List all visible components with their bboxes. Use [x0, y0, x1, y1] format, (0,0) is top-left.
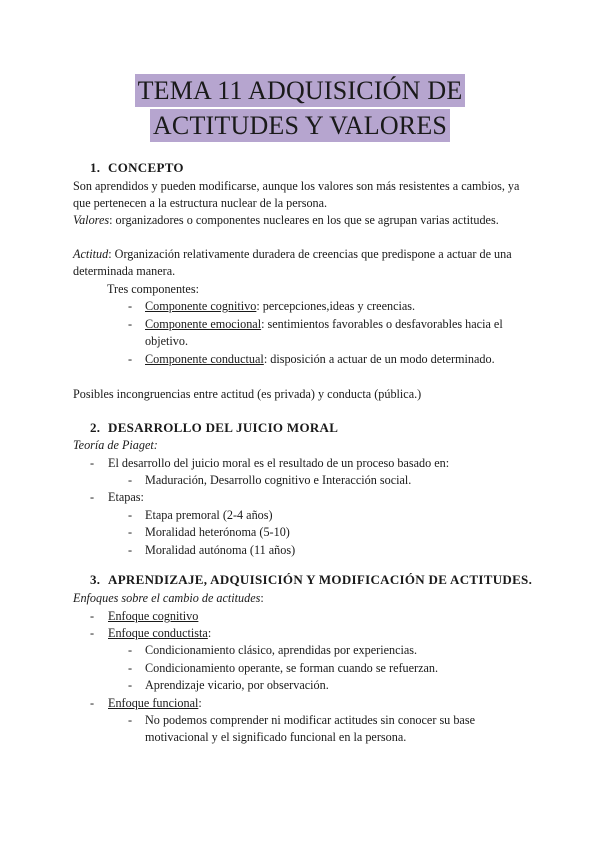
list-dash: -	[128, 543, 133, 557]
list-subitem-autonoma: Moralidad autónoma (11 años)	[145, 543, 296, 557]
page-title	[0, 74, 600, 142]
list-dash: -	[128, 317, 133, 331]
term: Componente cognitivo	[145, 299, 257, 313]
paragraph-valores	[73, 212, 533, 229]
list-dash: -	[90, 626, 95, 640]
term-tail: :	[198, 696, 202, 710]
term: Enfoque conductista	[108, 626, 208, 640]
section-number: 3.	[90, 572, 101, 587]
list-item-proceso: El desarrollo del juicio moral es el resultado de un proceso basado en:	[108, 456, 450, 470]
list-item-componente-conductual	[145, 351, 525, 368]
list-dash: -	[90, 696, 95, 710]
term-actitud: Actitud	[73, 247, 109, 261]
list-dash: -	[128, 713, 133, 727]
subtitle-text: Enfoques sobre el cambio de actitudes	[73, 591, 261, 605]
term: Componente conductual	[145, 352, 264, 366]
title-line-1: TEMA 11 ADQUISICIÓN DE	[135, 74, 466, 107]
list-subitem-vicario: Aprendizaje vicario, por observación.	[145, 678, 329, 692]
paragraph-actitud	[73, 246, 533, 280]
paragraph-incongruencias: Posibles incongruencias entre actitud (es privada) y conducta (pública.)	[73, 387, 422, 401]
list-dash: -	[128, 661, 133, 675]
list-dash: -	[128, 643, 133, 657]
list-subitem-operante: Condicionamiento operante, se forman cuando se refuerzan.	[145, 661, 439, 675]
list-dash: -	[90, 456, 95, 470]
list-dash: -	[128, 678, 133, 692]
list-item-componente-emocional	[145, 316, 525, 350]
list-dash: -	[128, 299, 133, 313]
list-dash: -	[128, 352, 133, 366]
valores-definition: : organizadores o componentes nucleares en los que se agrupan varias actitudes.	[109, 213, 499, 227]
section-number: 2.	[90, 420, 101, 435]
list-item-etapas: Etapas:	[108, 490, 144, 504]
description: : percepciones,ideas y creencias.	[256, 299, 416, 313]
list-subitem-etapa-premoral: Etapa premoral (2-4 años)	[145, 508, 273, 522]
list-subitem-heteronoma: Moralidad heterónoma (5-10)	[145, 525, 290, 539]
list-item-enfoque-cognitivo	[108, 608, 488, 625]
title-line-2: ACTITUDES Y VALORES	[150, 109, 450, 142]
section-number: 1.	[90, 160, 101, 175]
term: Componente emocional	[145, 317, 262, 331]
list-dash: -	[90, 490, 95, 504]
term-tail: :	[207, 626, 212, 640]
subtitle-enfoques	[73, 590, 533, 607]
list-subitem-maduracion: Maduración, Desarrollo cognitivo e Interacción social.	[145, 473, 412, 487]
section-heading-concepto	[90, 160, 184, 176]
section-title: CONCEPTO	[108, 160, 184, 175]
components-intro: Tres componentes:	[107, 282, 199, 296]
list-dash: -	[128, 525, 133, 539]
description: : sentimientos favorables o desfavorables hacia el objetivo.	[145, 317, 503, 348]
subtitle-piaget: Teoría de Piaget:	[73, 438, 158, 452]
section-title: DESARROLLO DEL JUICIO MORAL	[108, 420, 339, 435]
term: Enfoque cognitivo	[108, 609, 199, 623]
subtitle-colon: :	[260, 591, 264, 605]
list-dash: -	[90, 609, 95, 623]
list-dash: -	[128, 508, 133, 522]
section-heading-aprendizaje	[90, 572, 532, 588]
list-item-enfoque-funcional	[108, 695, 488, 712]
list-dash: -	[128, 473, 133, 487]
list-subitem-clasico: Condicionamiento clásico, aprendidas por experiencias.	[145, 643, 418, 657]
description: : disposición a actuar de un modo determinado.	[263, 352, 495, 366]
term-valores: Valores	[73, 213, 110, 227]
term: Enfoque funcional	[108, 696, 199, 710]
section-heading-juicio-moral	[90, 420, 338, 436]
paragraph-concepto: Son aprendidos y pueden modificarse, aunque los valores son más resistentes a cambios, ya que pertenecen a la estructura nuclear de la persona.	[73, 179, 520, 210]
section-title: APRENDIZAJE, ADQUISICIÓN Y MODIFICACIÓN DE ACTITUDES.	[108, 572, 533, 587]
list-item-enfoque-conductista	[108, 625, 488, 642]
actitud-definition: : Organización relativamente duradera de creencias que predispone a actuar de una determinada manera.	[73, 247, 512, 278]
list-subitem-motivacional: No podemos comprender ni modificar actitudes sin conocer su base motivacional y el significado funcional en la persona.	[145, 713, 475, 744]
list-item-componente-cognitivo	[145, 298, 525, 315]
